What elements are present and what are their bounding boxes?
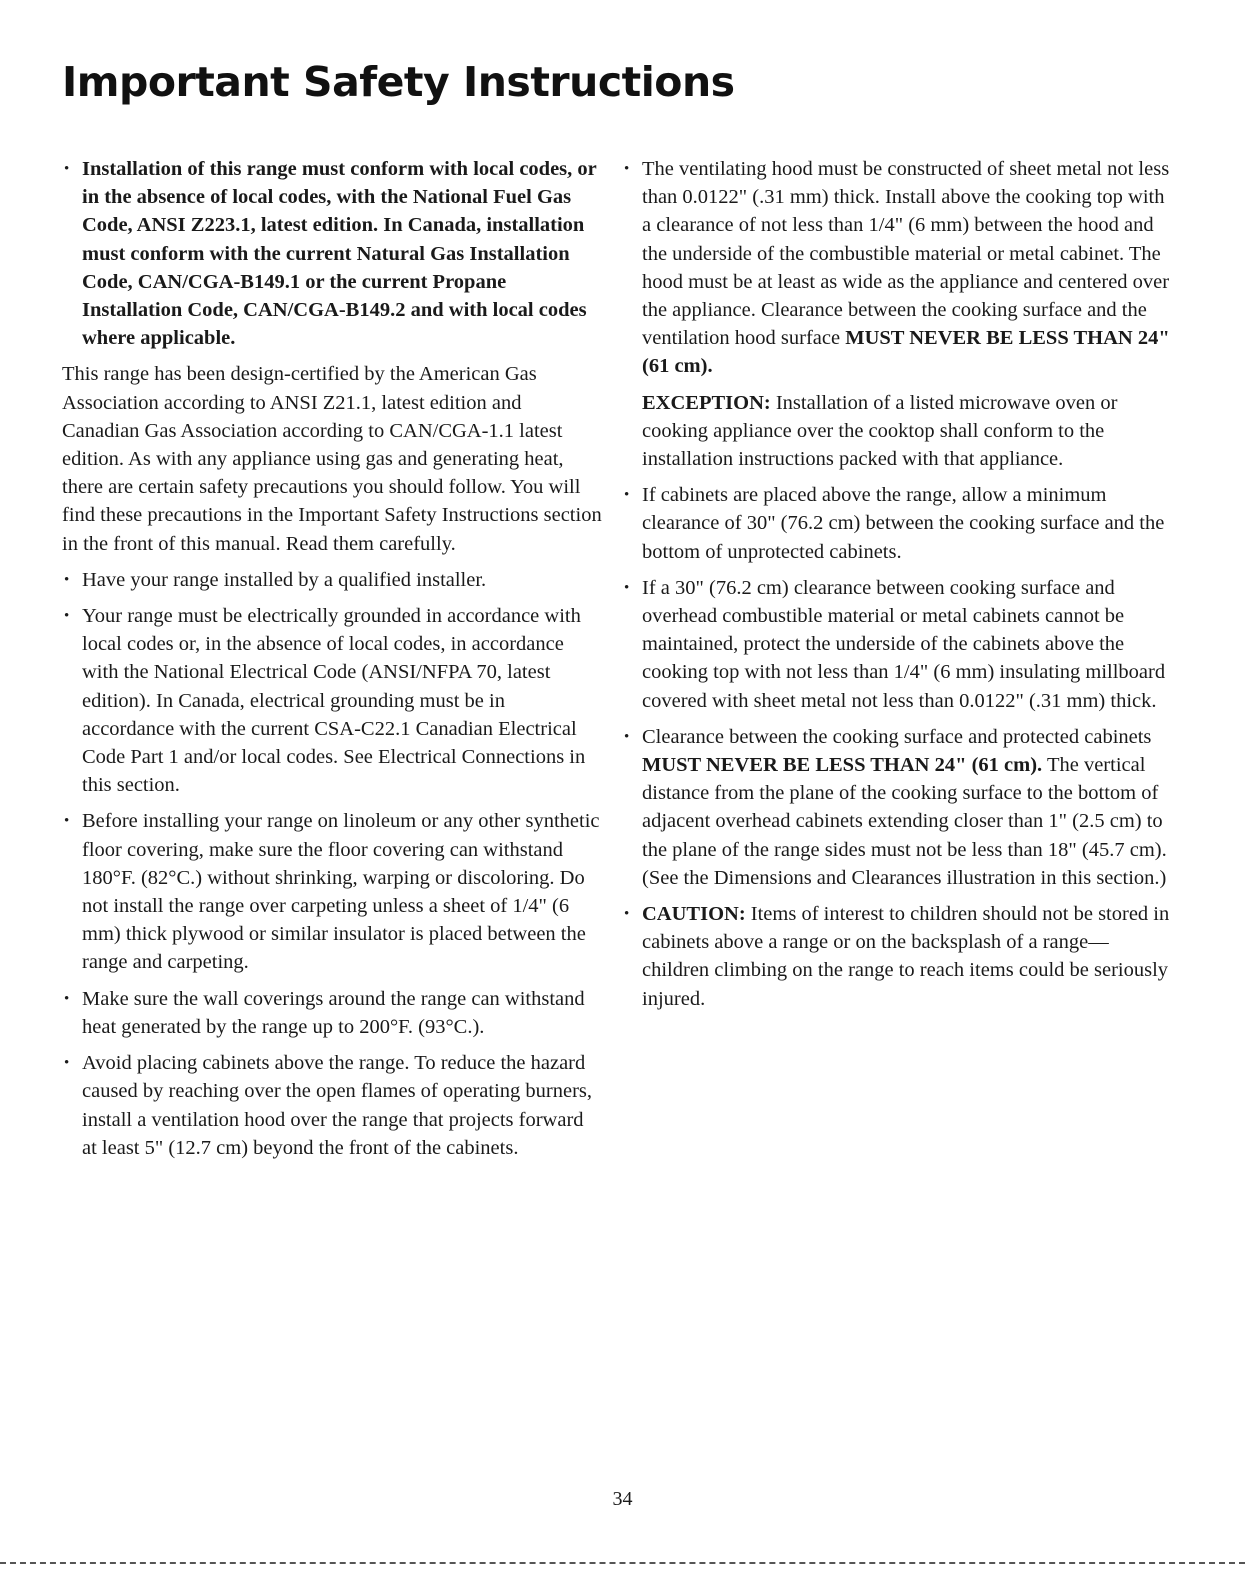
ventilating-hood-text: The ventilating hood must be constructed of sheet metal not less than 0.0122" (.31 mm) thick. Install above the cooking top with a clearance of not less than 1/4" (6 mm) between the hood and the underside of the combustible material or metal cabinet. The hood must be at least as wide as the appliance and centered over the appliance. Clearance between the cooking surface and the ventilation hood surface xyxy=(642,158,1170,350)
hood-clearance-warning: MUST NEVER BE LESS THAN 24" (61 cm). xyxy=(642,327,1170,378)
wall-coverings-bullet: • Make sure the wall coverings around the range can withstand heat generated by the range up to 200°F. (93°C.). xyxy=(62,985,602,1041)
right-column xyxy=(622,155,1170,1021)
protected-cabinets-bullet xyxy=(622,723,1170,892)
exception-paragraph xyxy=(622,389,1170,474)
caution-label: CAUTION: xyxy=(642,903,746,926)
avoid-cabinets-bullet: • Avoid placing cabinets above the range. To reduce the hazard caused by reaching over the open flames of operating burners, install a ventilation hood over the range that projects forward at least 5" (12.7 cm) beyond the front of the cabinets. xyxy=(62,1049,602,1162)
installation-codes-bullet xyxy=(62,155,602,352)
exception-text: Installation of a listed microwave oven or cooking appliance over the cooktop shall conform to the installation instructions packed with that appliance. xyxy=(642,391,1118,471)
page-edge-divider xyxy=(0,1562,1245,1564)
installation-codes-text: Installation of this range must conform with local codes, or in the absence of local codes, with the National Fuel Gas Code, ANSI Z223.1, latest edition. In Canada, installation must conform with the current Natural Gas Installation Code, CAN/CGA-B149.1 or the current Propane Installation Code, CAN/CGA-B149.2 and with local codes where applicable. xyxy=(82,158,597,350)
electrical-grounding-bullet: • Your range must be electrically grounded in accordance with local codes or, in the absence of local codes, in accordance with the National Electrical Code (ANSI/NFPA 70, latest edition). In Canada, electrical grounding must be in accordance with the current CSA-C22.1 Canadian Electrical Code Part 1 and/or local codes. See Electrical Connections in this section. xyxy=(62,602,602,799)
caution-text: Items of interest to children should not be stored in cabinets above a range or on the backsplash of a range—children climbing on the range to reach items could be seriously injured. xyxy=(642,903,1170,1010)
floor-covering-bullet: • Before installing your range on linoleum or any other synthetic floor covering, make sure the floor covering can withstand 180°F. (82°C.) without shrinking, warping or discoloring. Do not install the range over carpeting unless a sheet of 1/4" (6 mm) thick plywood or similar insulator is placed between the range and carpeting. xyxy=(62,807,602,976)
protected-cabinets-warning: MUST NEVER BE LESS THAN 24" (61 cm). xyxy=(642,754,1043,777)
qualified-installer-bullet: • Have your range installed by a qualified installer. xyxy=(62,566,602,594)
exception-label: EXCEPTION: xyxy=(642,391,771,414)
vertical-distance-text: The vertical distance from the plane of the cooking surface to the bottom of adjacent overhead cabinets extending closer than 1" (2.5 cm) to the plane of the range sides must not be less than 18" (45.7 cm). (See the Dimensions and Clearances illustration in this section.) xyxy=(642,754,1167,889)
protected-cabinets-text: Clearance between the cooking surface and protected cabinets xyxy=(642,725,1152,748)
page-number: 34 xyxy=(612,1488,633,1510)
clearance-30-bullet: • If a 30" (76.2 cm) clearance between cooking surface and overhead combustible material or metal cabinets cannot be maintained, protect the underside of the cabinets above the cooking top with not less than 1/4" (6 mm) insulating millboard covered with sheet metal not less than 0.0122" (.31 mm) thick. xyxy=(622,574,1170,715)
caution-bullet xyxy=(622,900,1170,1013)
certification-paragraph: This range has been design-certified by the American Gas Association according to ANSI Z21.1, latest edition and Canadian Gas Association according to CAN/CGA-1.1 latest edition. As with any appliance using gas and generating heat, there are certain safety precautions you should follow. You will find these precautions in the Important Safety Instructions section in the front of this manual. Read them carefully. xyxy=(62,363,602,555)
ventilating-hood-bullet xyxy=(622,155,1170,381)
left-column xyxy=(62,155,602,1170)
page-title: Important Safety Instructions xyxy=(62,58,735,106)
cabinets-above-bullet: • If cabinets are placed above the range, allow a minimum clearance of 30" (76.2 cm) between the cooking surface and the bottom of unprotected cabinets. xyxy=(622,481,1170,566)
